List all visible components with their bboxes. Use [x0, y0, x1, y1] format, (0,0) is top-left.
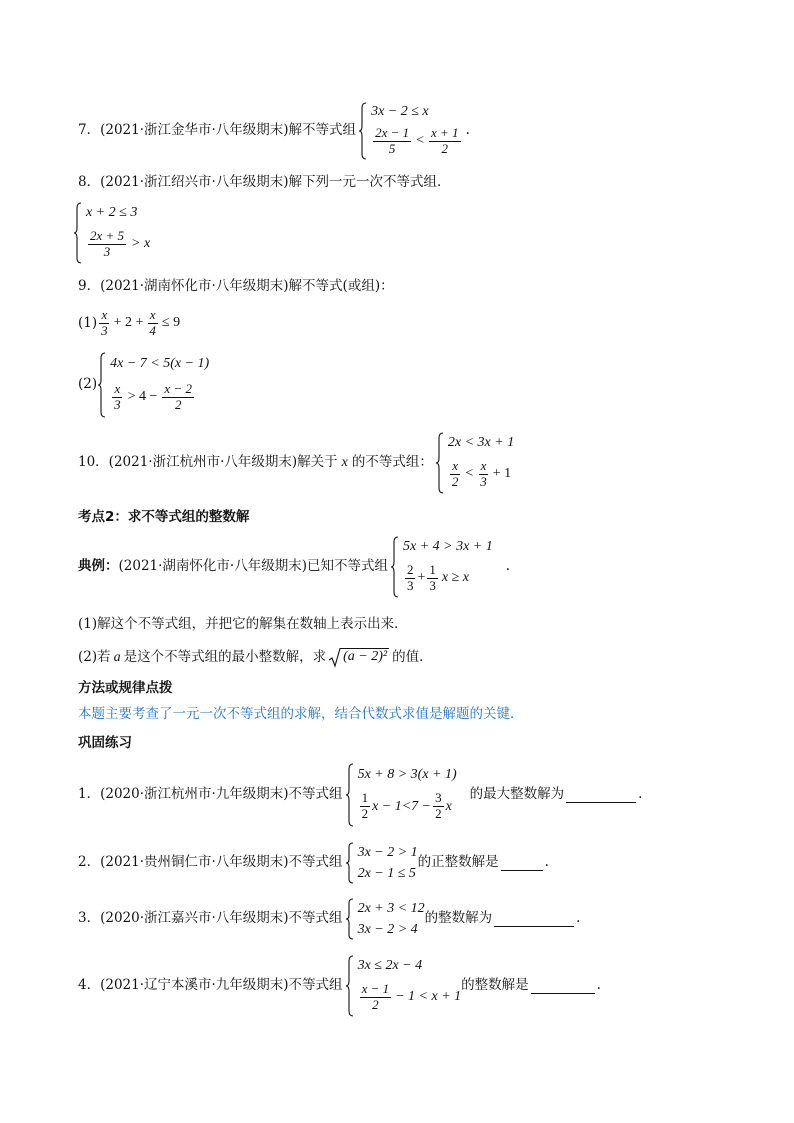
sqrt-expression: (a − 2)²	[329, 648, 389, 668]
problem-10-row-1: 2x < 3x + 1	[447, 435, 515, 451]
problem-7-end: .	[465, 122, 470, 139]
problem-9-part-2: (2) 4x − 7 < 5(x − 1) $\frac{x}{3}$ > 4 − $\frac{x - 2}{2}$	[78, 352, 212, 418]
problem-8-row-1: x + 2 ≤ 3	[86, 205, 138, 221]
practice-4-label: 4．(2021·辽宁本溪市·九年级期末)不等式组	[78, 977, 343, 994]
practice-3-after: 的整数解为	[424, 910, 493, 927]
problem-7	[78, 102, 470, 160]
problem-7-row-1: 3x − 2 ≤ x	[371, 104, 429, 120]
practice-1-row-2: $\frac{1}{2}$ x − 1<7 − $\frac{3}{2}$ x	[361, 790, 452, 822]
practice-2-label: 2．(2021·贵州铜仁市·八年级期末)不等式组	[78, 854, 343, 871]
example-row-2: $\frac{2}{3}$ + $\frac{1}{3}$ x ≥ x	[406, 561, 470, 593]
example-bold-label: 典例：	[78, 558, 119, 575]
problem-10-label-2: 的不等式组：	[351, 454, 433, 471]
problem-8-row-2: $\frac{2x + 5}{3}$ > x	[90, 227, 151, 259]
practice-1-row-1: 5x + 8 > 3(x + 1)	[357, 766, 457, 782]
example-question-1: (1)解这个不等式组，并把它的解集在数轴上表示出来．	[78, 616, 408, 632]
practice-2-row-1: 3x − 2 > 1	[357, 844, 418, 860]
left-brace-icon	[391, 536, 399, 598]
problem-7-row-2: $\frac{2x - 1}{5}$ < $\frac{x + 1}{2}$	[375, 124, 459, 156]
problem-9-row-1: 4x − 7 < 5(x − 1)	[110, 356, 210, 372]
practice-4-answer-blank[interactable]	[531, 979, 595, 994]
section-2-heading: 考点2：求不等式组的整数解	[78, 509, 250, 525]
problem-7-system	[359, 102, 463, 160]
left-brace-icon	[436, 432, 444, 494]
practice-3-answer-blank[interactable]	[494, 912, 574, 927]
problem-8-label	[78, 176, 451, 190]
practice-4-row-2: $\frac{x - 1}{2}$ − 1 < x + 1	[361, 980, 462, 1012]
left-brace-icon	[346, 842, 354, 884]
left-brace-icon	[346, 763, 354, 827]
practice-3-label: 3．(2020·浙江嘉兴市·八年级期末)不等式组	[78, 910, 343, 927]
practice-3-row-1: 2x + 3 < 12	[357, 900, 425, 916]
left-brace-icon	[359, 102, 367, 160]
practice-3-row-2: 3x − 2 > 4	[357, 921, 418, 937]
problem-8-system	[78, 202, 153, 264]
problem-7-label: 7．(2021·浙江金华市·八年级期末)解不等式组	[78, 122, 357, 139]
practice-4-after: 的整数解是	[461, 977, 529, 994]
problem-9-part-1: (1) $\frac{x}{3}$ + 2 + $\frac{x}{4}$ ≤ 9	[78, 307, 181, 338]
example	[78, 536, 510, 598]
problem-9-row-2: $\frac{x}{3}$ > 4 − $\frac{x - 2}{2}$	[114, 380, 192, 412]
radical-sign-icon	[329, 648, 341, 668]
problem-10-row-2: $\frac{x}{2}$ < $\frac{x}{3}$ + 1	[451, 457, 512, 489]
left-brace-icon	[74, 202, 82, 264]
example-row-1: 5x + 4 > 3x + 1	[402, 539, 493, 555]
left-brace-icon	[346, 955, 354, 1017]
practice-1-answer-blank[interactable]	[566, 788, 636, 803]
problem-10-label: 10．(2021·浙江杭州市·八年级期末)解关于	[78, 454, 338, 471]
practice-4: 4．(2021·辽宁本溪市·九年级期末)不等式组 3x ≤ 2x − 4 $\frac{x - 1}{2}$ − 1 < x + 1 的整数解是 .	[78, 955, 601, 1017]
practice-3: 3．(2020·浙江嘉兴市·八年级期末)不等式组 2x + 3 < 12 3x − 2 > 4 的整数解为 .	[78, 898, 580, 940]
problem-9-label	[78, 280, 394, 294]
practice-1-after: 的最大整数解为	[469, 786, 565, 803]
practice-1-label: 1．(2020·浙江杭州市·九年级期末)不等式组	[78, 786, 343, 803]
method-heading: 方法或规律点拨	[78, 680, 173, 696]
example-question-2: (2)若 a 是这个不等式组的最小整数解，求 (a − 2)² 的值．	[78, 648, 433, 668]
practice-2-row-2: 2x − 1 ≤ 5	[357, 865, 416, 881]
method-text: 本题主要考查了一元一次不等式组的求解，结合代数式求值是解题的关键．	[78, 706, 524, 722]
problem-10	[78, 432, 517, 494]
practice-heading: 巩固练习	[78, 735, 132, 751]
practice-2-answer-blank[interactable]	[501, 856, 543, 871]
left-brace-icon	[346, 898, 354, 940]
practice-2: 2．(2021·贵州铜仁市·八年级期末)不等式组 3x − 2 > 1 2x − 1 ≤ 5 的正整数解是 .	[78, 842, 549, 884]
problem-9-text: 9．(2021·湖南怀化市·八年级期末)解不等式(或组)：	[78, 278, 394, 294]
example-end: .	[505, 558, 511, 575]
practice-1: 1．(2020·浙江杭州市·九年级期末)不等式组 5x + 8 > 3(x + 1) $\frac{1}{2}$ x − 1<7 − $\frac{3}{2}$ x 的最大整数解为 .	[78, 763, 642, 827]
left-brace-icon	[98, 352, 106, 418]
practice-2-after: 的正整数解是	[417, 854, 499, 871]
problem-8-text: 8．(2021·浙江绍兴市·八年级期末)解下列一元一次不等式组．	[78, 174, 451, 190]
example-label: (2021·湖南怀化市·八年级期末)已知不等式组	[118, 558, 388, 575]
problem-10-var: x	[341, 455, 348, 470]
practice-4-row-1: 3x ≤ 2x − 4	[357, 958, 423, 974]
